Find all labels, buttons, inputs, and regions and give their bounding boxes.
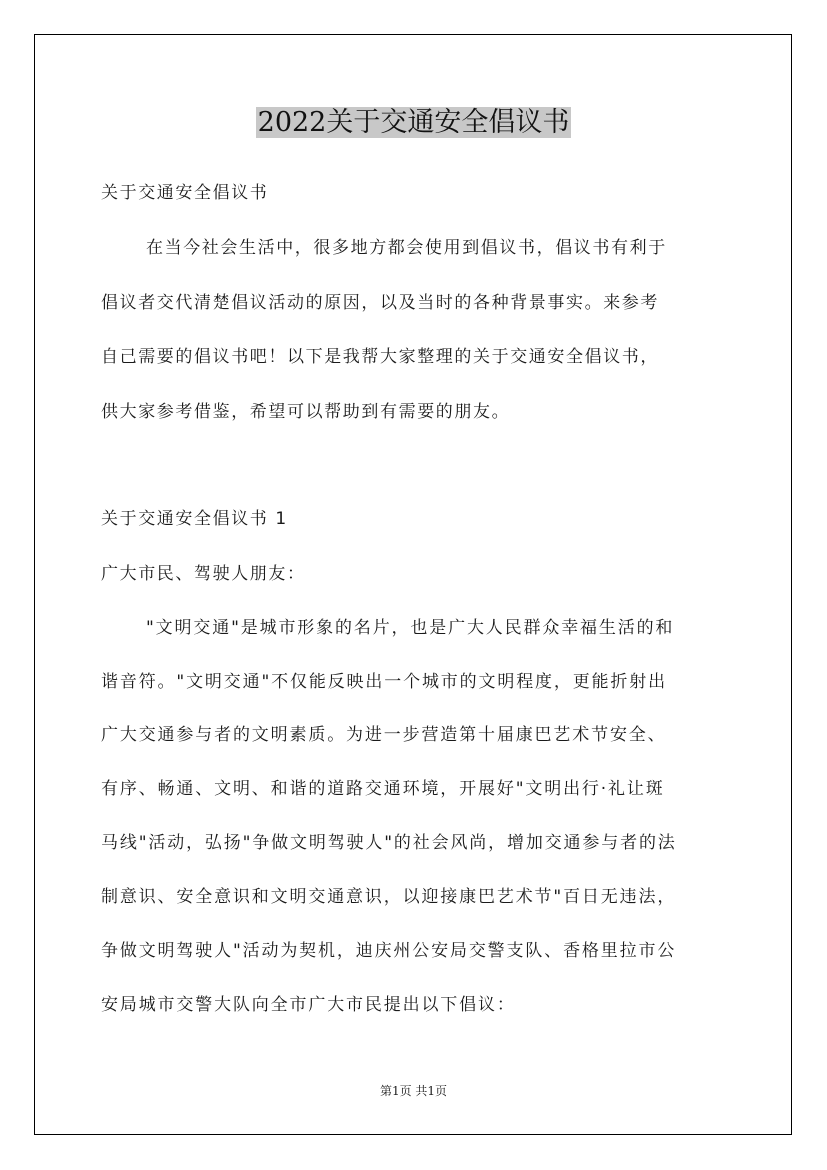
body-paragraph-line: 谐音符。"文明交通"不仅能反映出一个城市的文明程度，更能折射出 xyxy=(101,672,667,692)
salutation: 广大市民、驾驶人朋友： xyxy=(101,564,306,584)
body-paragraph-line: 争做文明驾驶人"活动为契机，迪庆州公安局交警支队、香格里拉市公 xyxy=(101,941,677,961)
document-title-text: 2022关于交通安全倡议书 xyxy=(257,107,570,138)
document-title xyxy=(0,103,827,143)
document-subtitle: 关于交通安全倡议书 xyxy=(101,183,269,203)
body-paragraph-line: 马线"活动，弘扬"争做文明驾驶人"的社会风尚，增加交通参与者的法 xyxy=(101,833,677,853)
body-paragraph-line: 制意识、安全意识和文明交通意识，以迎接康巴艺术节"百日无违法， xyxy=(101,887,677,907)
intro-paragraph-line: 在当今社会生活中，很多地方都会使用到倡议书，倡议书有利于 xyxy=(146,238,667,258)
intro-paragraph-line: 供大家参考借鉴，希望可以帮助到有需要的朋友。 xyxy=(101,402,511,422)
body-paragraph-line: 有序、畅通、文明、和谐的道路交通环境，开展好"文明出行·礼让斑 xyxy=(101,779,665,799)
section-heading: 关于交通安全倡议书 1 xyxy=(101,509,288,529)
page-footer: 第1页 共1页 xyxy=(379,1084,448,1098)
body-paragraph-line: 广大交通参与者的文明素质。为进一步营造第十届康巴艺术节安全、 xyxy=(101,725,667,745)
body-paragraph-line: "文明交通"是城市形象的名片，也是广大人民群众幸福生活的和 xyxy=(146,618,675,638)
intro-paragraph-line: 倡议者交代清楚倡议活动的原因，以及当时的各种背景事实。来参考 xyxy=(101,293,659,313)
body-paragraph-line: 安局城市交警大队向全市广大市民提出以下倡议： xyxy=(101,995,516,1015)
intro-paragraph-line: 自己需要的倡议书吧！以下是我帮大家整理的关于交通安全倡议书， xyxy=(101,347,659,367)
